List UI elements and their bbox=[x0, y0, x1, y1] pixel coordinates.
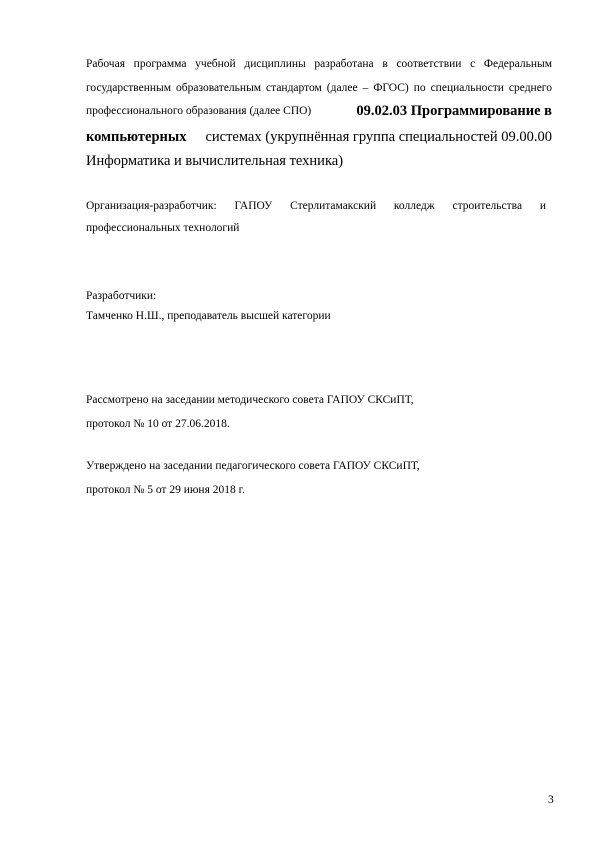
intro-line-3 bbox=[86, 105, 552, 117]
approved-line-2: протокол № 5 от 29 июня 2018 г. bbox=[86, 484, 245, 496]
intro-line-4-bold: компьютерных bbox=[86, 129, 187, 145]
intro-line-4-text: системах (укрупнённая группа специальностей 09.00.00 bbox=[205, 129, 552, 145]
reviewed-line-1: Рассмотрено на заседании методического совета ГАПОУ СКСиПТ, bbox=[86, 394, 414, 406]
developer-name: Тамченко Н.Ш., преподаватель высшей категории bbox=[86, 310, 331, 322]
intro-line-1: Рабочая программа учебной дисциплины разработана в соответствии с Федеральным bbox=[86, 58, 552, 70]
page-number: 3 bbox=[548, 794, 554, 806]
organization-line-2: профессиональных технологий bbox=[86, 222, 240, 234]
reviewed-line-2: протокол № 10 от 27.06.2018. bbox=[86, 418, 230, 430]
intro-line-3-text: профессионального образования (далее СПО) bbox=[86, 105, 312, 117]
intro-line-4 bbox=[86, 129, 552, 146]
approved-line-1: Утверждено на заседании педагогического совета ГАПОУ СКСиПТ, bbox=[86, 460, 420, 472]
developers-heading: Разработчики: bbox=[86, 290, 157, 302]
intro-line-5: Информатика и вычислительная техника) bbox=[86, 153, 344, 169]
intro-line-2: государственным образовательным стандартом (далее – ФГОС) по специальности среднего bbox=[86, 82, 552, 94]
organization-line-1: Организация-разработчик: ГАПОУ Стерлитамакский колледж строительства и bbox=[86, 200, 546, 212]
specialty-code: 09.02.03 Программирование в bbox=[356, 103, 552, 119]
